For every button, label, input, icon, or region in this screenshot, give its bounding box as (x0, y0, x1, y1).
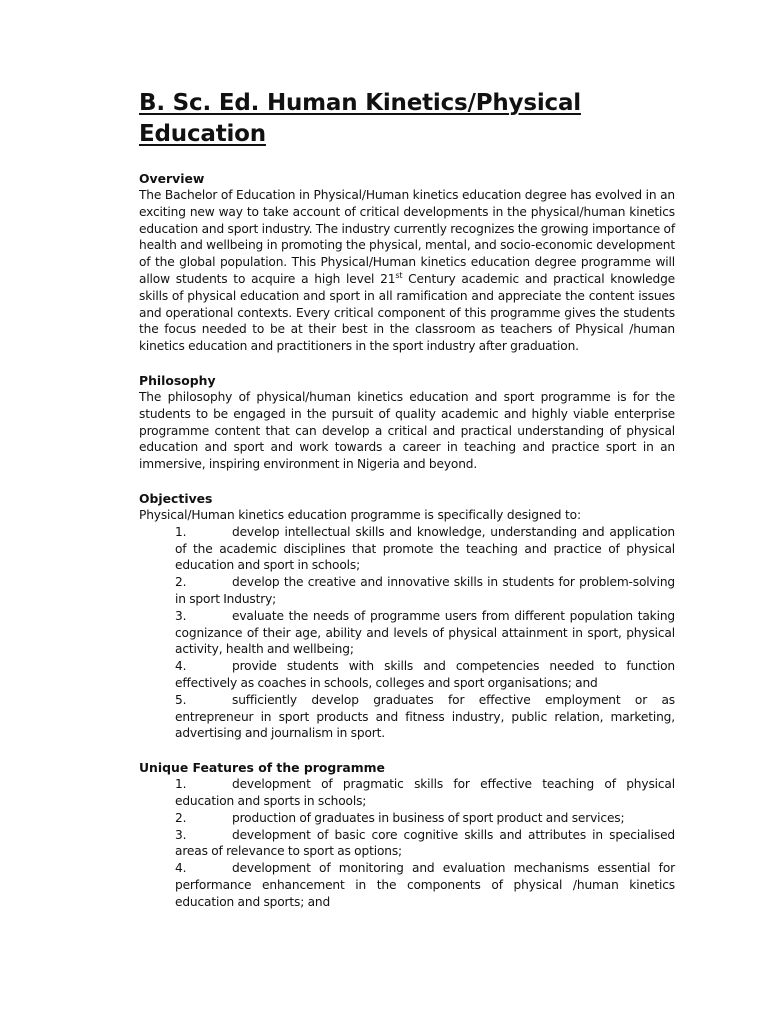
objectives-heading: Objectives (139, 490, 213, 506)
list-item-text: development of pragmatic skills for effective teaching of physical education and sports in schools; (175, 777, 675, 808)
list-item-text: develop intellectual skills and knowledge, understanding and application of the academic disciplines that promote the teaching and practice of physical education and sport in schools; (175, 524, 675, 573)
list-item (175, 860, 675, 910)
list-item-number: 4. (175, 861, 187, 876)
list-item (175, 692, 675, 742)
list-item-number: 1. (175, 524, 187, 539)
overview-text-part-1: The Bachelor of Education in Physical/Human kinetics education degree has evolved in an exciting new way to take account of critical developments in the physical/human kinetics education and sport industry. The industry currently recognizes the growing importance of health and wellbeing in promoting the physical, mental, and socio-economic development of the global population. This Physical/Human kinetics education degree programme will allow students to acquire a high level 21 (139, 188, 675, 286)
objectives-list (139, 524, 675, 742)
document-title: B. Sc. Ed. Human Kinetics/Physical Education (139, 90, 581, 147)
list-item-text: provide students with skills and competencies needed to function effectively as coaches in schools, colleges and sport organisations; and (175, 659, 675, 690)
document-page (139, 88, 675, 927)
list-item-number: 5. (175, 692, 187, 707)
list-item-number: 3. (175, 608, 187, 623)
philosophy-section (139, 372, 675, 473)
list-item (175, 524, 675, 574)
list-item-text: production of graduates in business of sport product and services; (232, 810, 625, 825)
unique-features-heading: Unique Features of the programme (139, 760, 385, 776)
overview-section (139, 170, 675, 355)
objectives-section (139, 490, 675, 742)
list-item-number: 3. (175, 827, 187, 842)
overview-paragraph (139, 187, 675, 355)
list-item (175, 608, 675, 658)
list-item-text: evaluate the needs of programme users from different population taking cognizance of their age, ability and levels of physical attainment in sport, physical activity, health and wellbeing; (175, 608, 675, 657)
list-item-number: 2. (175, 575, 187, 590)
overview-text-part-2: Century academic and practical knowledge skills of physical education and sport in all ramification and appreciate the content issues and operational contexts. Every critical component of this programme gives the students the focus needed to be at their best in the classroom as teachers of Physical /human kinetics education and practitioners in the sport industry after graduation. (139, 271, 675, 354)
list-item-number: 2. (175, 810, 187, 825)
overview-superscript: st (395, 270, 403, 280)
list-item-number: 1. (175, 777, 187, 792)
philosophy-heading: Philosophy (139, 372, 216, 388)
overview-heading: Overview (139, 171, 205, 186)
list-item (175, 574, 675, 608)
list-item-text: develop the creative and innovative skills in students for problem-solving in sport Industry; (175, 575, 675, 606)
unique-features-list (139, 776, 675, 910)
list-item (175, 827, 675, 861)
unique-features-section (139, 759, 675, 910)
list-item-text: development of monitoring and evaluation mechanisms essential for performance enhancement in the components of physical /human kinetics education and sports; and (175, 861, 675, 909)
list-item (175, 658, 675, 692)
list-item (175, 810, 675, 827)
list-item-text: development of basic core cognitive skills and attributes in specialised areas of relevance to sport as options; (175, 827, 675, 859)
objectives-intro: Physical/Human kinetics education programme is specifically designed to: (139, 507, 581, 522)
list-item (175, 776, 675, 810)
list-item-number: 4. (175, 659, 187, 674)
list-item-text: sufficiently develop graduates for effective employment or as entrepreneur in sport products and fitness industry, public relation, marketing, advertising and journalism in sport. (175, 692, 675, 741)
philosophy-paragraph: The philosophy of physical/human kinetics education and sport programme is for the students to be engaged in the pursuit of quality academic and highly viable enterprise programme content that can develop a critical and practical understanding of physical education and sport and work towards a career in teaching and practice sport in an immersive, inspiring environment in Nigeria and beyond. (139, 389, 675, 472)
